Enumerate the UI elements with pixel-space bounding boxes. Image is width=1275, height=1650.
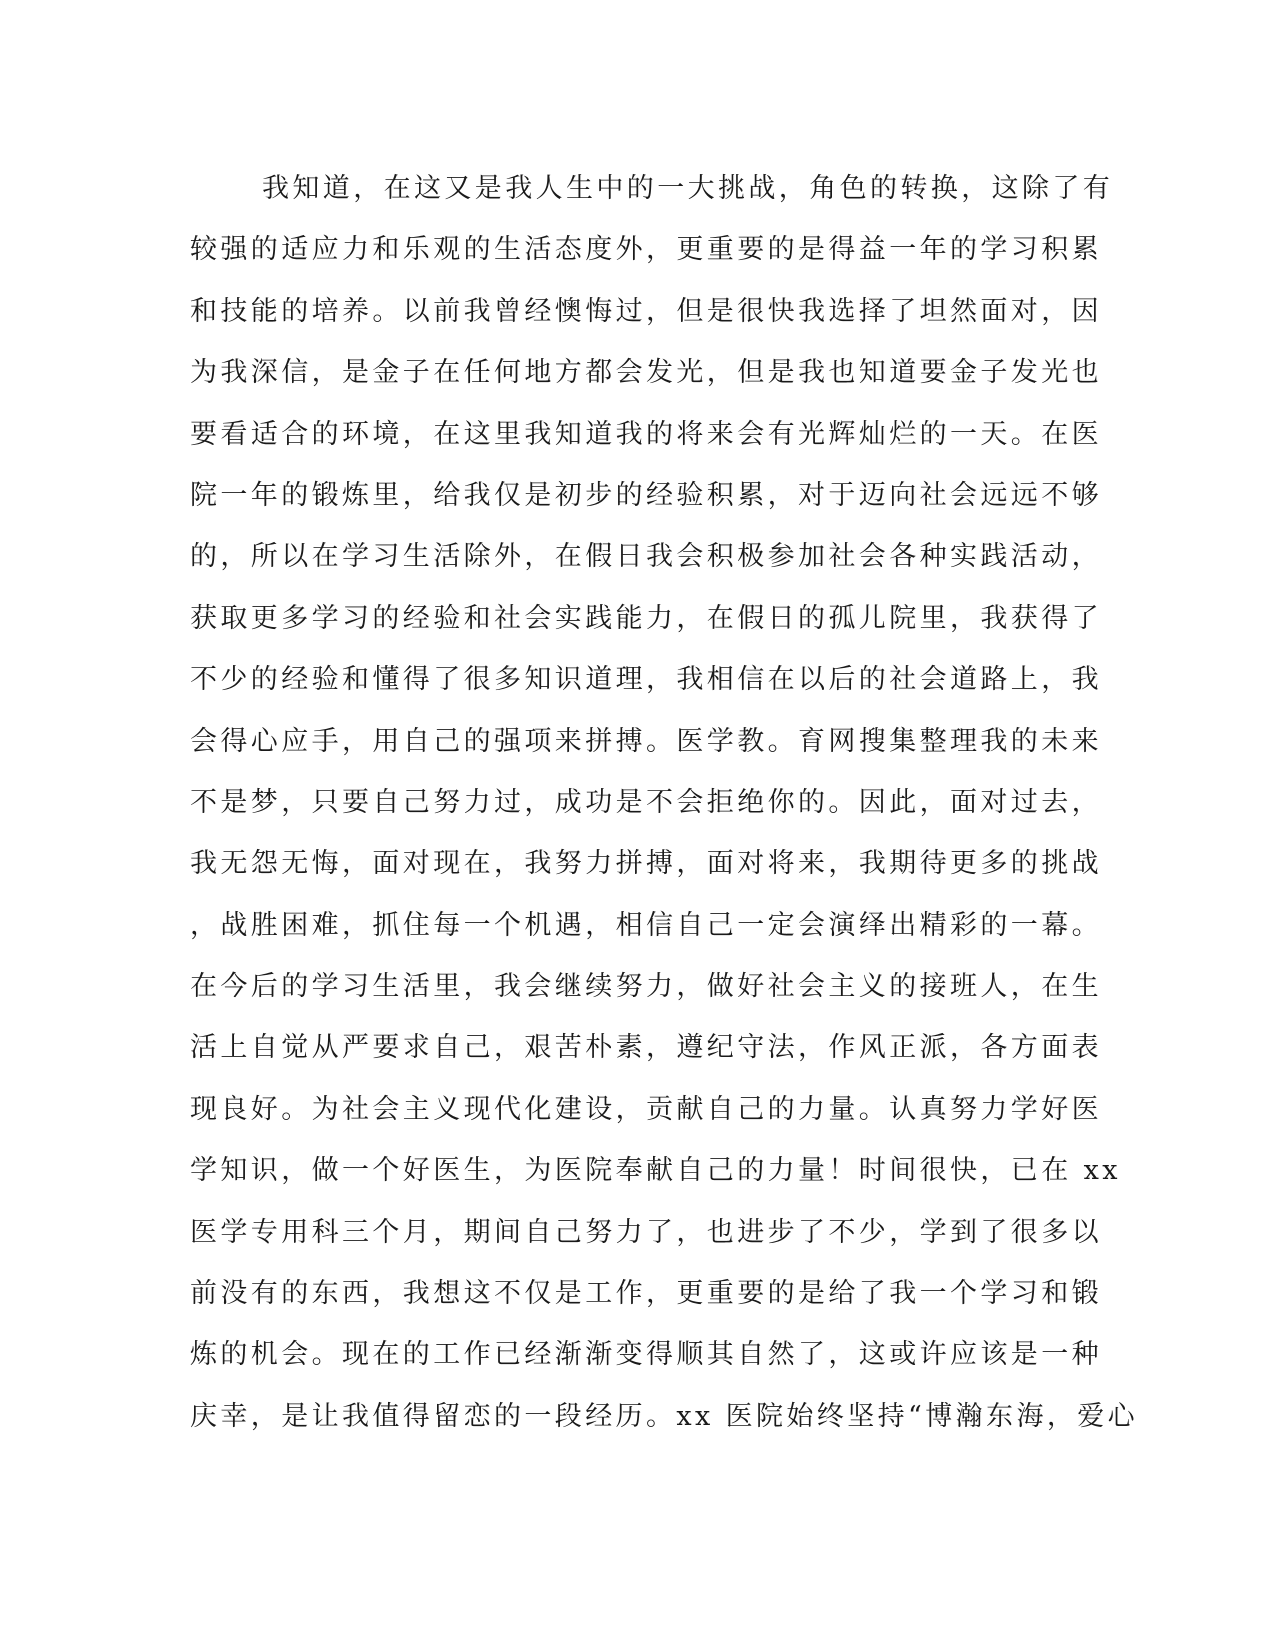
paragraph-line: 不少的经验和懂得了很多知识道理，我相信在以后的社会道路上，我 xyxy=(190,664,1102,696)
paragraph-line: 我无怨无悔，面对现在，我努力拼搏，面对将来，我期待更多的挑战 xyxy=(190,848,1102,880)
body-paragraph xyxy=(190,170,1139,1459)
paragraph-line: 和技能的培养。以前我曾经懊悔过，但是很快我选择了坦然面对，因 xyxy=(190,295,1102,327)
paragraph-line: 要看适合的环境，在这里我知道我的将来会有光辉灿烂的一天。在医 xyxy=(190,418,1102,450)
paragraph-line: 为我深信，是金子在任何地方都会发光，但是我也知道要金子发光也 xyxy=(190,357,1102,389)
paragraph-line: 医学专用科三个月，期间自己努力了，也进步了不少，学到了很多以 xyxy=(190,1216,1102,1248)
paragraph-line: 在今后的学习生活里，我会继续努力，做好社会主义的接班人，在生 xyxy=(190,971,1102,1003)
paragraph-line: 炼的机会。现在的工作已经渐渐变得顺其自然了，这或许应该是一种 xyxy=(190,1339,1102,1371)
paragraph-line: 较强的适应力和乐观的生活态度外，更重要的是得益一年的学习积累 xyxy=(190,234,1102,266)
paragraph-line: 庆幸，是让我值得留恋的一段经历。xx 医院始终坚持“博瀚东海，爱心 xyxy=(190,1400,1139,1432)
paragraph-line: 获取更多学习的经验和社会实践能力，在假日的孤儿院里，我获得了 xyxy=(190,602,1102,634)
paragraph-line: 我知道，在这又是我人生中的一大挑战，角色的转换，这除了有 xyxy=(262,173,1114,204)
paragraph-line: 不是梦，只要自己努力过，成功是不会拒绝你的。因此，面对过去， xyxy=(190,786,1102,818)
paragraph-line: ，战胜困难，抓住每一个机遇，相信自己一定会演绎出精彩的一幕。 xyxy=(190,909,1102,941)
paragraph-line: 前没有的东西，我想这不仅是工作，更重要的是给了我一个学习和锻 xyxy=(190,1278,1102,1310)
paragraph-line: 活上自觉从严要求自己，艰苦朴素，遵纪守法，作风正派，各方面表 xyxy=(190,1032,1102,1064)
paragraph-line: 院一年的锻炼里，给我仅是初步的经验积累，对于迈向社会远远不够 xyxy=(190,479,1102,511)
paragraph-line: 学知识，做一个好医生，为医院奉献自己的力量！时间很快，已在 xx xyxy=(190,1155,1121,1187)
paragraph-line: 的，所以在学习生活除外，在假日我会积极参加社会各种实践活动， xyxy=(190,541,1102,573)
paragraph-line: 会得心应手，用自己的强项来拼搏。医学教。育网搜集整理我的未来 xyxy=(190,725,1102,757)
paragraph-line: 现良好。为社会主义现代化建设，贡献自己的力量。认真努力学好医 xyxy=(190,1093,1102,1125)
